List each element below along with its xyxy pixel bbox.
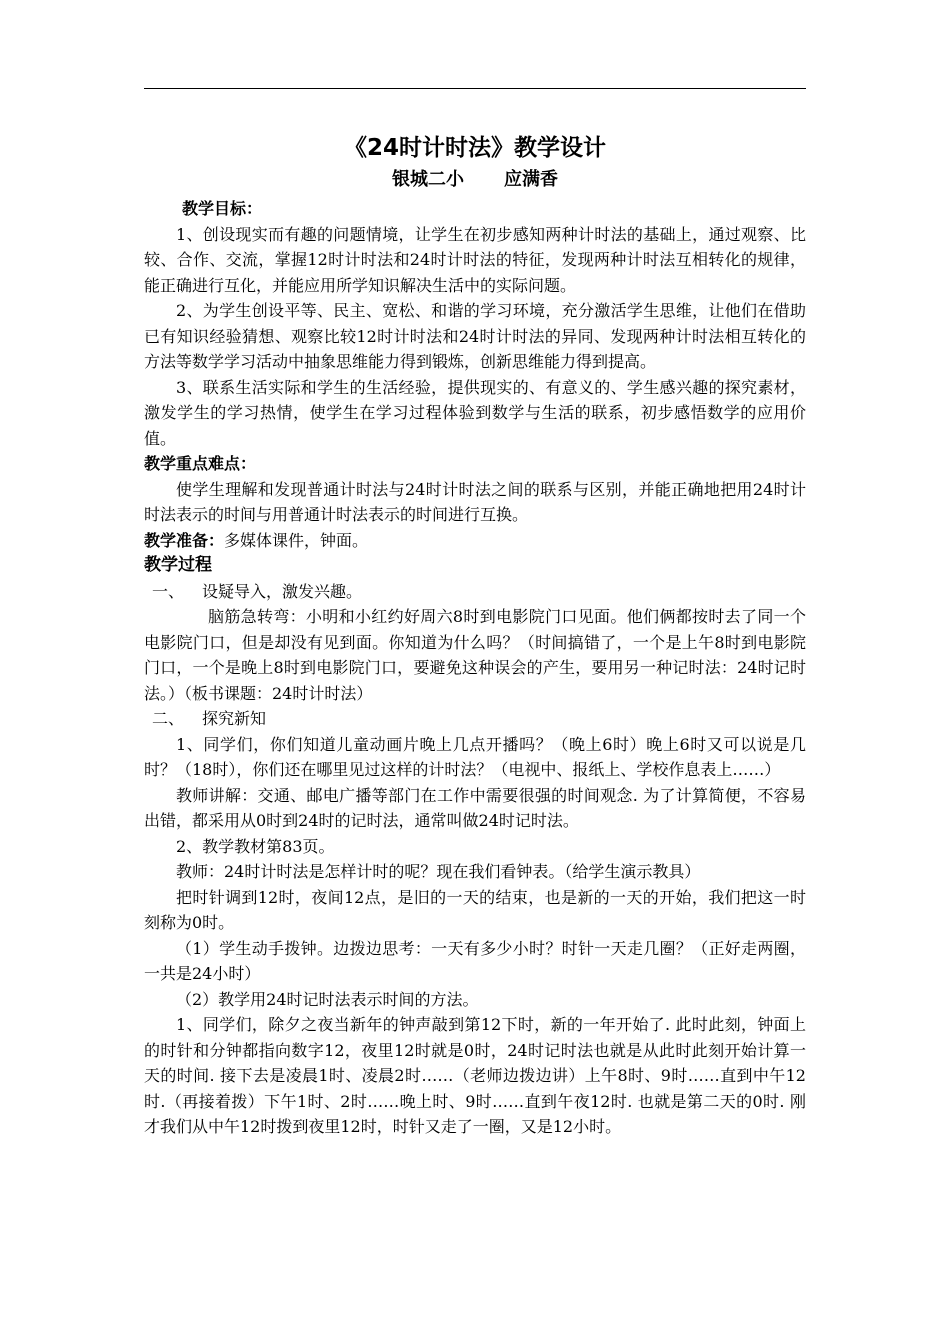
goal-3: 3、联系生活实际和学生的生活经验，提供现实的、有意义的、学生感兴趣的探究素材，激发学生的学习热情，使学生在学习过程体验到数学与生活的联系，初步感悟数学的应用价值。 [144, 377, 806, 448]
paragraph-8: 1、同学们，除夕之夜当新年的钟声敲到第12下时，新的一年开始了. 此时此刻，钟面上的时针和分钟都指向数字12，夜里12时就是0时，24时记时法也就是从此时此刻开始计算一天的时间. 接下去是凌晨1时、凌晨2时……（老师边拨边讲）上午8时、9时……直到中午12时.（再接着拨）下午1时、2时……晚上时、9时……直到午夜12时. 也就是第二天的0时. 刚才我们从中午12时拨到夜里12时，时针又走了一圈，又是12小时。 [144, 1015, 806, 1136]
goal-1: 1、创设现实而有趣的问题情境，让学生在初步感知两种计时法的基础上，通过观察、比较、合作、交流，掌握12时计时法和24时计时法的特征，发现两种计时法互相转化的规律，能正确进行互化，并能应用所学知识解决生活中的实际问题。 [144, 224, 806, 295]
section-1-text: 脑筋急转弯：小明和小红约好周六8时到电影院门口见面。他们俩都按时去了同一个电影院门口，但是却没有见到面。你知道为什么吗？（时间搞错了，一个是上午8时到电影院门口，一个是晚上8时到电影院门口，要避免这种误会的产生，要用另一种记时法：24时记时法。）（板书课题：24时计时法） [144, 607, 806, 703]
school-name: 银城二小 [392, 169, 464, 190]
goal-2: 2、为学生创设平等、民主、宽松、和谐的学习环境，充分激活学生思维，让他们在借助已有知识经验猜想、观察比较12时计时法和24时计时法的异同、发现两种计时法相互转化的方法等数学学习活动中抽象思维能力得到锻炼，创新思维能力得到提高。 [144, 301, 806, 371]
paragraph-1: 1、同学们，你们知道儿童动画片晚上几点开播吗？（晚上6时）晚上6时又可以说是几时？（18时），你们还在哪里见过这样的计时法？（电视中、报纸上、学校作息表上……） [144, 734, 806, 779]
paragraph-2: 教师讲解：交通、邮电广播等部门在工作中需要很强的时间观念. 为了计算简便，不容易出错，都采用从0时到24时的记时法，通常叫做24时记时法。 [144, 785, 806, 830]
section-1-heading [144, 579, 806, 605]
doc-title: 《24时计时法》教学设计 [343, 135, 606, 161]
key-points-text: 使学生理解和发现普通计时法与24时计时法之间的联系与区别，并能正确地把用24时计时法表示的时间与用普通计时法表示的时间进行互换。 [144, 479, 806, 524]
document-body [144, 130, 806, 1140]
header-rule [144, 88, 806, 89]
section-2-heading [144, 706, 806, 732]
section-2-title: 探究新知 [202, 709, 267, 728]
section-1-title: 设疑导入，激发兴趣。 [202, 581, 363, 601]
process-heading: 教学过程 [144, 555, 212, 575]
paragraph-5: 把时针调到12时，夜间12点，是旧的一天的结束，也是新的一天的开始，我们把这一时刻称为0时。 [144, 887, 806, 932]
paragraph-4: 教师：24时计时法是怎样计时的呢？现在我们看钟表。（给学生演示教具） [176, 862, 701, 881]
author-line [144, 166, 806, 194]
section-2-number: 二、 [152, 709, 185, 728]
preparation-line [144, 528, 806, 554]
preparation-text: 多媒体课件，钟面。 [224, 530, 369, 550]
paragraph-6: （1）学生动手拨钟。边拨边思考：一天有多少小时？时针一天走几圈？（正好走两圈，一共是24小时） [144, 938, 806, 983]
teacher-name: 应满香 [504, 169, 558, 190]
paragraph-3: 2、教学教材第83页。 [176, 836, 335, 856]
goals-heading: 教学目标： [182, 199, 263, 218]
preparation-label: 教学准备： [144, 530, 225, 550]
key-points-heading: 教学重点难点： [144, 454, 257, 473]
section-1-number: 一、 [152, 581, 185, 601]
paragraph-7: （2）教学用24时记时法表示时间的方法。 [176, 989, 479, 1009]
